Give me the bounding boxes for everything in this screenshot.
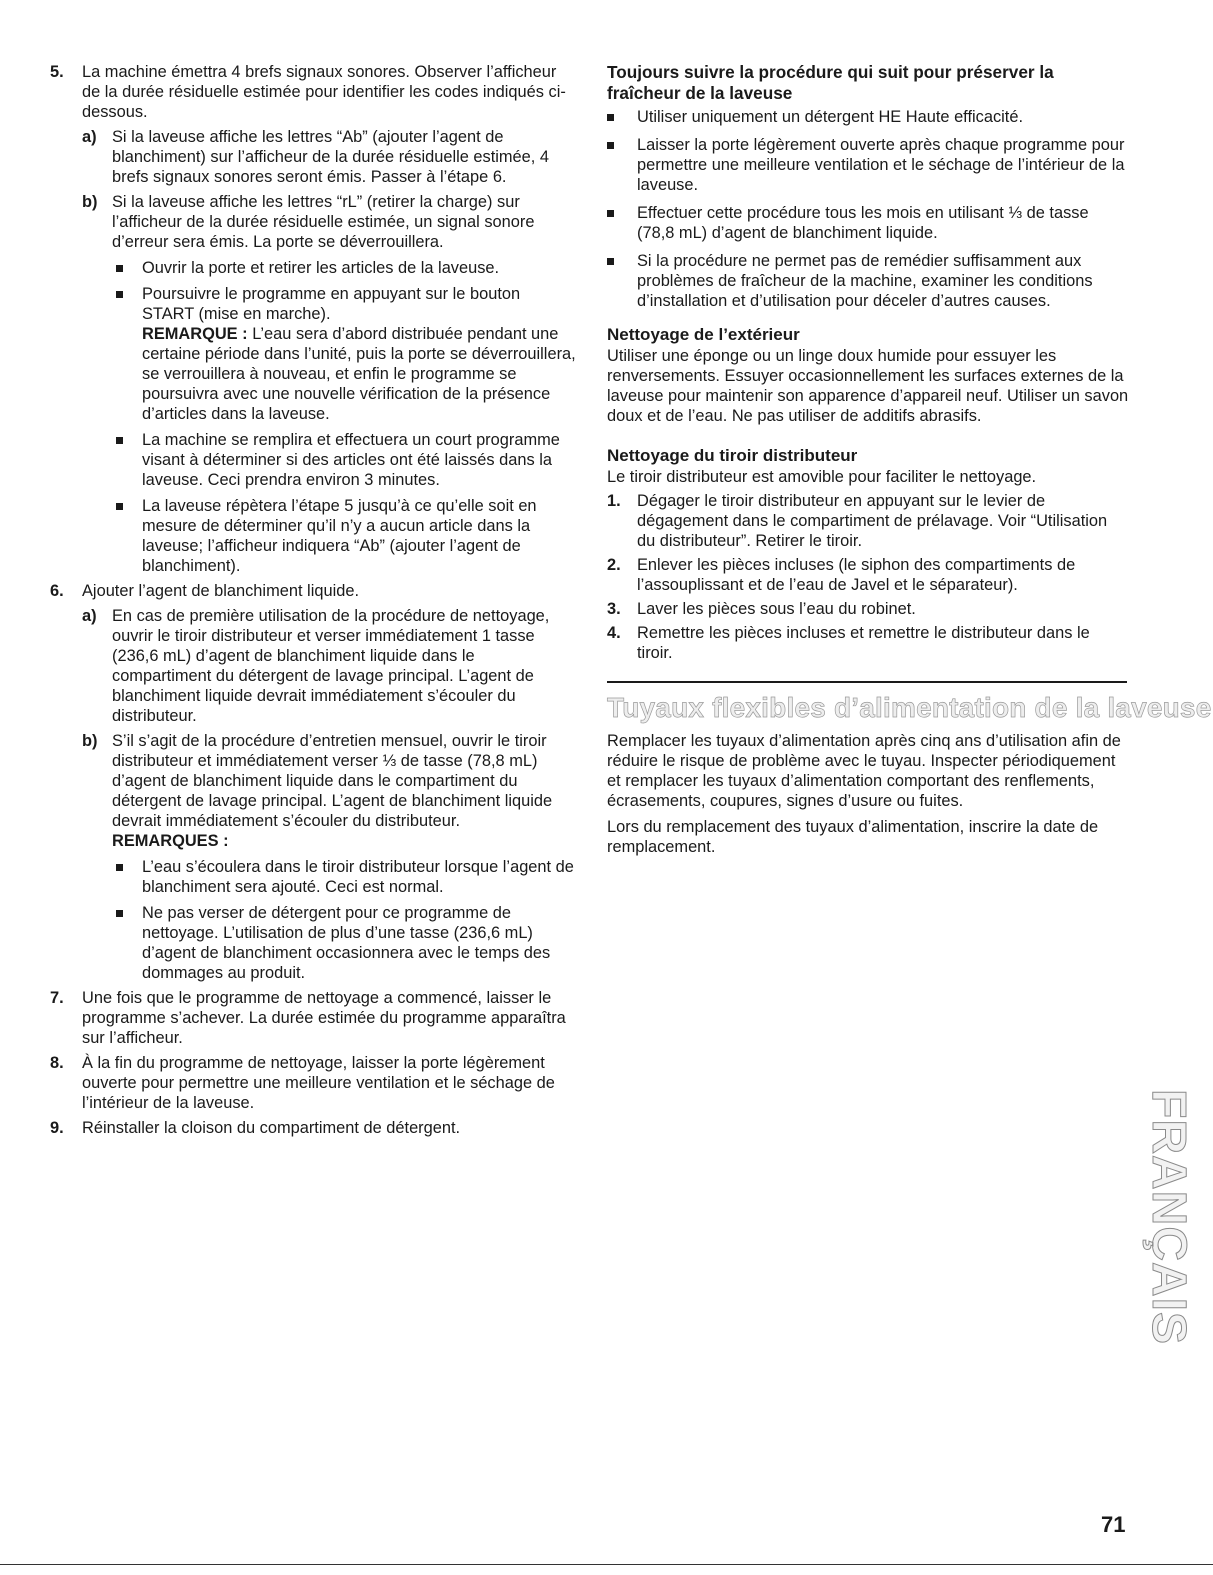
language-label: FRANÇAIS (1142, 1089, 1195, 1345)
bullet-square-icon (116, 503, 123, 510)
step-number: 1. (607, 492, 621, 510)
step-text: Ajouter l’agent de blanchiment liquide. (82, 582, 360, 600)
right-column (607, 62, 1212, 857)
bullet-item (112, 903, 576, 983)
left-column (46, 62, 576, 1143)
remark-label: REMARQUE : (142, 325, 248, 343)
step-5b (82, 192, 576, 576)
step-5a (82, 127, 576, 187)
bullet-square-icon (607, 258, 614, 265)
hoses-text: Remplacer les tuyaux d’alimentation après cinq ans d’utilisation afin de réduire le risque de problème avec le tuyau. Inspecter périodiquement et remplacer les tuyaux d’alimentation comportant des renflements, écrasements, coupures, signes d’usure ou fuites. (607, 732, 1121, 810)
bottom-rule (0, 1564, 1213, 1565)
bullet-item (607, 203, 1129, 243)
step-number: 2. (607, 556, 621, 574)
step-text: Une fois que le programme de nettoyage a commencé, laisser le programme s’achever. La durée estimée du programme apparaîtra sur l’afficheur. (82, 989, 566, 1047)
step-text: Remettre les pièces incluses et remettre le distributeur dans le tiroir. (637, 624, 1090, 662)
sub-label: b) (82, 732, 98, 750)
step-number: 5. (50, 63, 64, 81)
freshness-list (607, 107, 1129, 311)
hoses-heading: Tuyaux flexibles d’alimentation de la laveuse (607, 692, 1212, 723)
step-number: 8. (50, 1054, 64, 1072)
bullet-text: La laveuse répètera l’étape 5 jusqu’à ce qu’elle soit en mesure de déterminer qu’il n’y a aucun article dans la laveuse; l’afficheur indiquera “Ab” (ajouter l’agent de blanchiment). (142, 497, 537, 575)
step-6 (46, 581, 576, 983)
exterior-heading: Nettoyage de l’extérieur (607, 325, 800, 344)
section-divider (607, 681, 1127, 683)
freshness-heading: Toujours suivre la procédure qui suit pour préserver la fraîcheur de la laveuse (607, 62, 1054, 103)
step-text: Enlever les pièces incluses (le siphon des compartiments de l’assouplissant et de l’eau de Javel et le séparateur). (637, 556, 1076, 594)
step-6a (82, 606, 576, 726)
bullet-text: Poursuivre le programme en appuyant sur le bouton START (mise en marche). (142, 285, 521, 323)
drawer-step (607, 599, 1129, 619)
bullet-item (112, 857, 576, 897)
bullet-square-icon (607, 142, 614, 149)
step-7 (46, 988, 576, 1048)
bullet-text: L’eau s’écoulera dans le tiroir distributeur lorsque l’agent de blanchiment sera ajouté. Ceci est normal. (142, 858, 574, 896)
bullet-text: Ouvrir la porte et retirer les articles de la laveuse. (142, 259, 500, 277)
bullet-item (112, 430, 576, 490)
bullet-square-icon (116, 291, 123, 298)
drawer-step (607, 623, 1129, 663)
bullet-item (607, 135, 1129, 195)
hoses-text: Lors du remplacement des tuyaux d’alimentation, inscrire la date de remplacement. (607, 818, 1099, 856)
bullet-item (607, 251, 1129, 311)
bullet-square-icon (607, 210, 614, 217)
sub-text: Si la laveuse affiche les lettres “Ab” (ajouter l’agent de blanchiment) sur l’afficheur de la durée résiduelle estimée, 4 brefs signaux sonores seront émis. Passer à l’étape 6. (112, 128, 550, 186)
step-text: Dégager le tiroir distributeur en appuyant sur le levier de dégagement dans le compartiment de prélavage. Voir “Utilisation du distributeur”. Retirer le tiroir. (637, 492, 1108, 550)
bullet-text: Laisser la porte légèrement ouverte après chaque programme pour permettre une meilleure ventilation et le séchage de l’intérieur de la laveuse. (637, 136, 1125, 194)
drawer-step (607, 555, 1129, 595)
bullet-text: Effectuer cette procédure tous les mois en utilisant ⅓ de tasse (78,8 mL) d’agent de blanchiment liquide. (637, 204, 1089, 242)
sub-label: a) (82, 607, 97, 625)
step-text: Réinstaller la cloison du compartiment de détergent. (82, 1119, 461, 1137)
step-number: 3. (607, 600, 621, 618)
step-5 (46, 62, 576, 576)
page-number: 71 (1101, 1512, 1126, 1537)
sub-text: Si la laveuse affiche les lettres “rL” (retirer la charge) sur l’afficheur de la durée résiduelle estimée, un signal sonore d’erreur sera émis. La porte se déverrouillera. (112, 193, 535, 251)
bullet-item (112, 496, 576, 576)
sub-text: En cas de première utilisation de la procédure de nettoyage, ouvrir le tiroir distributeur et verser immédiatement 1 tasse (236,6 mL) d’agent de blanchiment liquide dans le compartiment du détergent de lavage principal. L’agent de blanchiment liquide devrait immédiatement s’écouler du distributeur. (112, 607, 550, 725)
remark-text: L’eau sera d’abord distribuée pendant une certaine période dans l’unité, puis la porte se déverrouillera, se verrouillera à nouveau, et enfin le programme se poursuivra avec une nouvelle vérification de la présence d’articles dans la laveuse. (142, 325, 576, 423)
bullet-square-icon (116, 265, 123, 272)
sub-label: b) (82, 193, 98, 211)
step-number: 4. (607, 624, 621, 642)
step-9 (46, 1118, 576, 1138)
language-tab (1143, 1082, 1193, 1352)
bullet-text: Si la procédure ne permet pas de remédier suffisamment aux problèmes de fraîcheur de la machine, examiner les conditions d’installation et d’utilisation pour déceler d’autres causes. (637, 252, 1093, 310)
step-6b (82, 731, 576, 983)
bullet-text: Ne pas verser de détergent pour ce programme de nettoyage. L’utilisation de plus d’une tasse (236,6 mL) d’agent de blanchiment occasionnera avec le temps des dommages au produit. (142, 904, 551, 982)
sub-label: a) (82, 128, 97, 146)
step-number: 7. (50, 989, 64, 1007)
bullet-square-icon (116, 437, 123, 444)
remarks-label: REMARQUES : (112, 832, 229, 850)
bullet-item (112, 258, 576, 278)
drawer-heading: Nettoyage du tiroir distributeur (607, 446, 858, 465)
remark (142, 324, 576, 424)
bullet-item (112, 284, 576, 424)
bullet-text: Utiliser uniquement un détergent HE Haute efficacité. (637, 108, 1024, 126)
drawer-intro: Le tiroir distributeur est amovible pour faciliter le nettoyage. (607, 468, 1037, 486)
step-number: 6. (50, 582, 64, 600)
step-text: La machine émettra 4 brefs signaux sonores. Observer l’afficheur de la durée résiduelle estimée pour identifier les codes indiqués ci-dessous. (82, 63, 566, 121)
bullet-square-icon (607, 114, 614, 121)
bullet-square-icon (116, 910, 123, 917)
drawer-step (607, 491, 1129, 551)
step-text: À la fin du programme de nettoyage, laisser la porte légèrement ouverte pour permettre une meilleure ventilation et le séchage de l’intérieur de la laveuse. (82, 1054, 555, 1112)
step-number: 9. (50, 1119, 64, 1137)
step-8 (46, 1053, 576, 1113)
bullet-square-icon (116, 864, 123, 871)
bullet-item (607, 107, 1129, 127)
exterior-text: Utiliser une éponge ou un linge doux humide pour essuyer les renversements. Essuyer occasionnellement les surfaces externes de la laveuse pour maintenir son apparence d’appareil neuf. Utiliser un savon doux et de l’eau. Ne pas utiliser de additifs abrasifs. (607, 347, 1129, 425)
sub-text: S’il s’agit de la procédure d’entretien mensuel, ouvrir le tiroir distributeur et immédiatement verser ⅓ de tasse (78,8 mL) d’agent de blanchiment liquide dans le compartiment du détergent de lavage principal. L’agent de blanchiment liquide devrait immédiatement s’écouler du distributeur. (112, 732, 553, 830)
step-text: Laver les pièces sous l’eau du robinet. (637, 600, 916, 618)
bullet-text: La machine se remplira et effectuera un court programme visant à déterminer si des articles ont été laissés dans la laveuse. Ceci prendra environ 3 minutes. (142, 431, 560, 489)
